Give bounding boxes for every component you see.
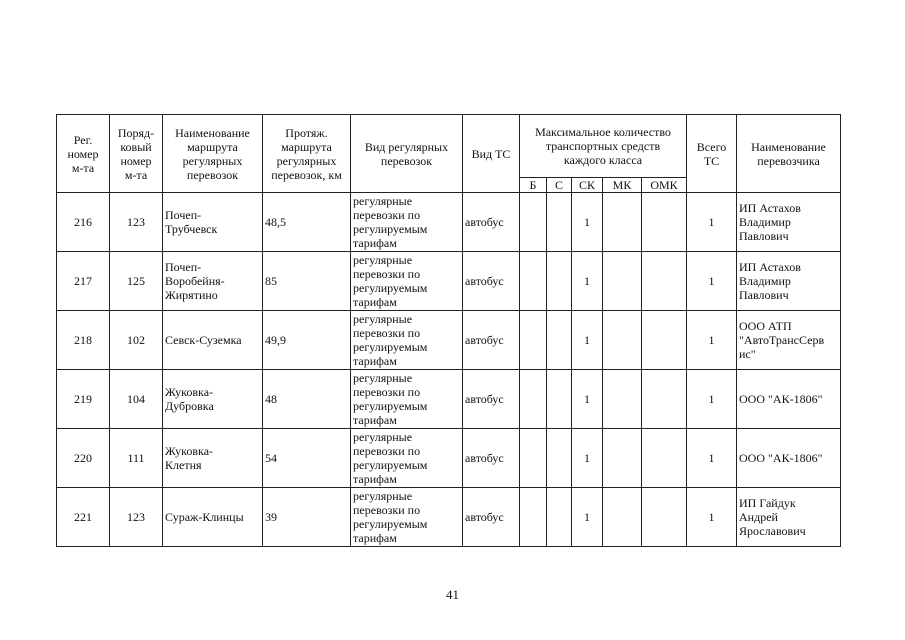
vehicle-cell: автобус	[463, 429, 520, 488]
total-cell: 1	[687, 370, 737, 429]
carrier-cell: ООО "АК-1806"	[737, 370, 841, 429]
header-reg-no: Рег. номер м-та	[57, 115, 110, 193]
length-cell: 49,9	[263, 311, 351, 370]
route-cell: Почеп- Воробейня- Жирятино	[163, 252, 263, 311]
class-omk-cell	[642, 370, 687, 429]
order-cell: 104	[110, 370, 163, 429]
reg-cell: 217	[57, 252, 110, 311]
class-sk-cell: 1	[572, 252, 603, 311]
carrier-cell: ООО АТП "АвтоТрансСерв ис"	[737, 311, 841, 370]
class-sk-cell: 1	[572, 429, 603, 488]
class-sk-cell: 1	[572, 370, 603, 429]
transport-type-cell: регулярные перевозки по регулируемым тарифам	[351, 193, 463, 252]
header-class-omk: ОМК	[642, 178, 687, 193]
transport-type-cell: регулярные перевозки по регулируемым тарифам	[351, 252, 463, 311]
routes-table	[56, 114, 841, 547]
header-max-count: Максимальное количество транспортных средств каждого класса	[520, 115, 687, 178]
route-cell: Жуковка- Дубровка	[163, 370, 263, 429]
length-cell: 48,5	[263, 193, 351, 252]
order-cell: 123	[110, 193, 163, 252]
length-cell: 54	[263, 429, 351, 488]
class-mk-cell	[603, 488, 642, 547]
route-cell: Севск-Суземка	[163, 311, 263, 370]
transport-type-cell: регулярные перевозки по регулируемым тарифам	[351, 311, 463, 370]
carrier-cell: ООО "АК-1806"	[737, 429, 841, 488]
class-omk-cell	[642, 488, 687, 547]
header-length: Протяж. маршрута регулярных перевозок, км	[263, 115, 351, 193]
header-class-sk: СК	[572, 178, 603, 193]
class-sk-cell: 1	[572, 311, 603, 370]
total-cell: 1	[687, 429, 737, 488]
order-cell: 111	[110, 429, 163, 488]
class-b-cell	[520, 311, 547, 370]
length-cell: 39	[263, 488, 351, 547]
reg-cell: 221	[57, 488, 110, 547]
order-cell: 125	[110, 252, 163, 311]
vehicle-cell: автобус	[463, 193, 520, 252]
header-class-b: Б	[520, 178, 547, 193]
page-number: 41	[446, 587, 459, 602]
table-row	[57, 193, 841, 252]
class-omk-cell	[642, 429, 687, 488]
length-cell: 85	[263, 252, 351, 311]
carrier-cell: ИП Гайдук Андрей Ярославович	[737, 488, 841, 547]
table-row	[57, 252, 841, 311]
class-s-cell	[547, 311, 572, 370]
class-s-cell	[547, 429, 572, 488]
header-transport-type: Вид регулярных перевозок	[351, 115, 463, 193]
class-omk-cell	[642, 252, 687, 311]
reg-cell: 220	[57, 429, 110, 488]
reg-cell: 219	[57, 370, 110, 429]
reg-cell: 216	[57, 193, 110, 252]
header-row	[57, 115, 841, 178]
class-mk-cell	[603, 311, 642, 370]
table-row	[57, 311, 841, 370]
total-cell: 1	[687, 311, 737, 370]
class-sk-cell: 1	[572, 488, 603, 547]
header-vehicle-type: Вид ТС	[463, 115, 520, 193]
class-s-cell	[547, 252, 572, 311]
vehicle-cell: автобус	[463, 311, 520, 370]
vehicle-cell: автобус	[463, 252, 520, 311]
class-mk-cell	[603, 252, 642, 311]
class-s-cell	[547, 193, 572, 252]
header-route-name: Наименование маршрута регулярных перевозок	[163, 115, 263, 193]
reg-cell: 218	[57, 311, 110, 370]
class-s-cell	[547, 488, 572, 547]
transport-type-cell: регулярные перевозки по регулируемым тарифам	[351, 488, 463, 547]
header-class-mk: МК	[603, 178, 642, 193]
header-total: Всего ТС	[687, 115, 737, 193]
header-class-s: С	[547, 178, 572, 193]
table-row	[57, 429, 841, 488]
class-mk-cell	[603, 429, 642, 488]
class-omk-cell	[642, 193, 687, 252]
class-sk-cell: 1	[572, 193, 603, 252]
class-b-cell	[520, 252, 547, 311]
class-mk-cell	[603, 370, 642, 429]
class-omk-cell	[642, 311, 687, 370]
transport-type-cell: регулярные перевозки по регулируемым тарифам	[351, 429, 463, 488]
carrier-cell: ИП Астахов Владимир Павлович	[737, 252, 841, 311]
header-carrier: Наименование перевозчика	[737, 115, 841, 193]
table-row	[57, 370, 841, 429]
vehicle-cell: автобус	[463, 370, 520, 429]
transport-type-cell: регулярные перевозки по регулируемым тарифам	[351, 370, 463, 429]
header-order-no: Поряд- ковый номер м-та	[110, 115, 163, 193]
table-row	[57, 488, 841, 547]
vehicle-cell: автобус	[463, 488, 520, 547]
route-cell: Сураж-Клинцы	[163, 488, 263, 547]
length-cell: 48	[263, 370, 351, 429]
total-cell: 1	[687, 488, 737, 547]
class-b-cell	[520, 429, 547, 488]
class-s-cell	[547, 370, 572, 429]
class-mk-cell	[603, 193, 642, 252]
carrier-cell: ИП Астахов Владимир Павлович	[737, 193, 841, 252]
order-cell: 102	[110, 311, 163, 370]
route-cell: Почеп- Трубчевск	[163, 193, 263, 252]
total-cell: 1	[687, 252, 737, 311]
class-b-cell	[520, 488, 547, 547]
total-cell: 1	[687, 193, 737, 252]
class-b-cell	[520, 370, 547, 429]
class-b-cell	[520, 193, 547, 252]
order-cell: 123	[110, 488, 163, 547]
route-cell: Жуковка- Клетня	[163, 429, 263, 488]
